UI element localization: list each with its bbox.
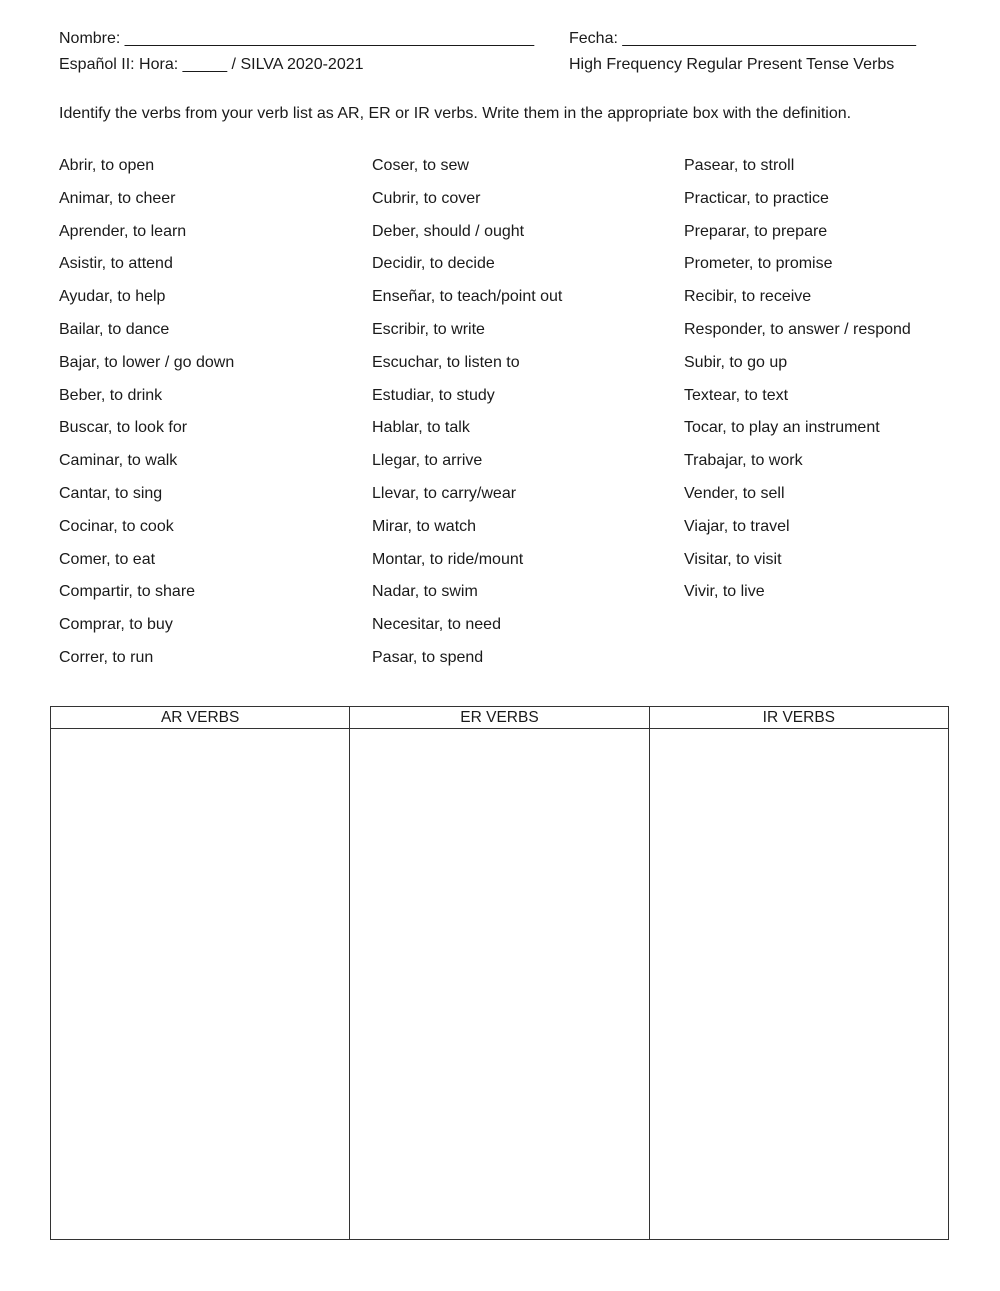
verb-list-item: Necesitar, to need — [372, 616, 501, 634]
verb-list-item: Ayudar, to help — [59, 288, 166, 306]
verb-list-item: Textear, to text — [684, 386, 789, 404]
verb-list-item: Bajar, to lower / go down — [59, 353, 235, 371]
table-answer-row — [51, 729, 949, 1240]
ir-verbs-answer-box[interactable] — [649, 729, 948, 1240]
verb-list-column-3 — [684, 155, 911, 614]
header-class-row — [59, 56, 940, 78]
verb-list-item: Correr, to run — [59, 648, 154, 666]
ir-verbs-header: IR VERBS — [649, 707, 948, 729]
table-header-row — [51, 707, 949, 729]
verb-list-item: Vivir, to live — [684, 583, 765, 601]
verb-list-item: Llevar, to carry/wear — [372, 484, 517, 502]
verb-list-item: Responder, to answer / respond — [684, 320, 911, 338]
verb-list-item: Viajar, to travel — [684, 517, 790, 535]
verb-list-item: Deber, should / ought — [372, 222, 525, 240]
verb-list-item: Escuchar, to listen to — [372, 353, 520, 371]
verb-list-item: Comer, to eat — [59, 550, 156, 568]
name-field-label[interactable]: Nombre: ______________________________________________ — [59, 30, 535, 47]
verb-list-item: Recibir, to receive — [684, 288, 812, 306]
verb-list-item: Prometer, to promise — [684, 255, 833, 273]
verb-list-column-1 — [59, 155, 234, 680]
worksheet-title: High Frequency Regular Present Tense Verbs — [569, 56, 895, 73]
verb-list-item: Practicar, to practice — [684, 189, 829, 207]
ar-verbs-answer-box[interactable] — [51, 729, 350, 1240]
verb-sorting-table — [50, 706, 949, 1240]
ar-verbs-header: AR VERBS — [51, 707, 350, 729]
verb-list-item: Trabajar, to work — [684, 452, 803, 470]
verb-list-item: Animar, to cheer — [59, 189, 176, 207]
class-period-label: Español II: Hora: _____ / SILVA 2020-2021 — [59, 56, 364, 73]
verb-list-item: Vender, to sell — [684, 484, 785, 502]
verb-list-item: Montar, to ride/mount — [372, 550, 524, 568]
verb-list-item: Visitar, to visit — [684, 550, 782, 568]
verb-list-item: Abrir, to open — [59, 157, 155, 174]
verb-list-item: Aprender, to learn — [59, 222, 187, 240]
verb-list-item: Bailar, to dance — [59, 320, 170, 338]
verb-list-item: Cantar, to sing — [59, 484, 163, 502]
er-verbs-header: ER VERBS — [350, 707, 649, 729]
verb-list-item: Coser, to sew — [372, 157, 469, 174]
verb-list-item: Decidir, to decide — [372, 255, 495, 273]
verb-list-item: Cocinar, to cook — [59, 517, 174, 535]
verb-list-item: Beber, to drink — [59, 386, 163, 404]
er-verbs-answer-box[interactable] — [350, 729, 649, 1240]
verb-list-item: Preparar, to prepare — [684, 222, 828, 240]
verb-list-item: Pasar, to spend — [372, 648, 484, 666]
verb-list-item: Subir, to go up — [684, 353, 788, 371]
verb-list-item: Hablar, to talk — [372, 419, 470, 437]
header-name-row — [59, 30, 940, 52]
verb-list-item: Compartir, to share — [59, 583, 196, 601]
verb-list-item: Escribir, to write — [372, 320, 485, 338]
verb-list-item: Cubrir, to cover — [372, 189, 481, 207]
verb-list-item: Comprar, to buy — [59, 616, 173, 634]
verb-list-item: Tocar, to play an instrument — [684, 419, 880, 437]
verb-list-item: Enseñar, to teach/point out — [372, 288, 563, 306]
verb-list-item: Buscar, to look for — [59, 419, 188, 437]
verb-list-item: Nadar, to swim — [372, 583, 478, 601]
verb-list-column-2 — [372, 155, 562, 680]
verb-list-item: Mirar, to watch — [372, 517, 477, 535]
verb-list-item: Llegar, to arrive — [372, 452, 483, 470]
verb-list-item: Asistir, to attend — [59, 255, 173, 273]
verb-list-item: Estudiar, to study — [372, 386, 495, 404]
verb-list-item: Caminar, to walk — [59, 452, 178, 470]
instructions-text: Identify the verbs from your verb list as AR, ER or IR verbs. Write them in the appropriate box with the definition. — [59, 105, 852, 122]
verb-list-item: Pasear, to stroll — [684, 157, 795, 174]
date-field-label[interactable]: Fecha: _________________________________ — [569, 30, 917, 47]
